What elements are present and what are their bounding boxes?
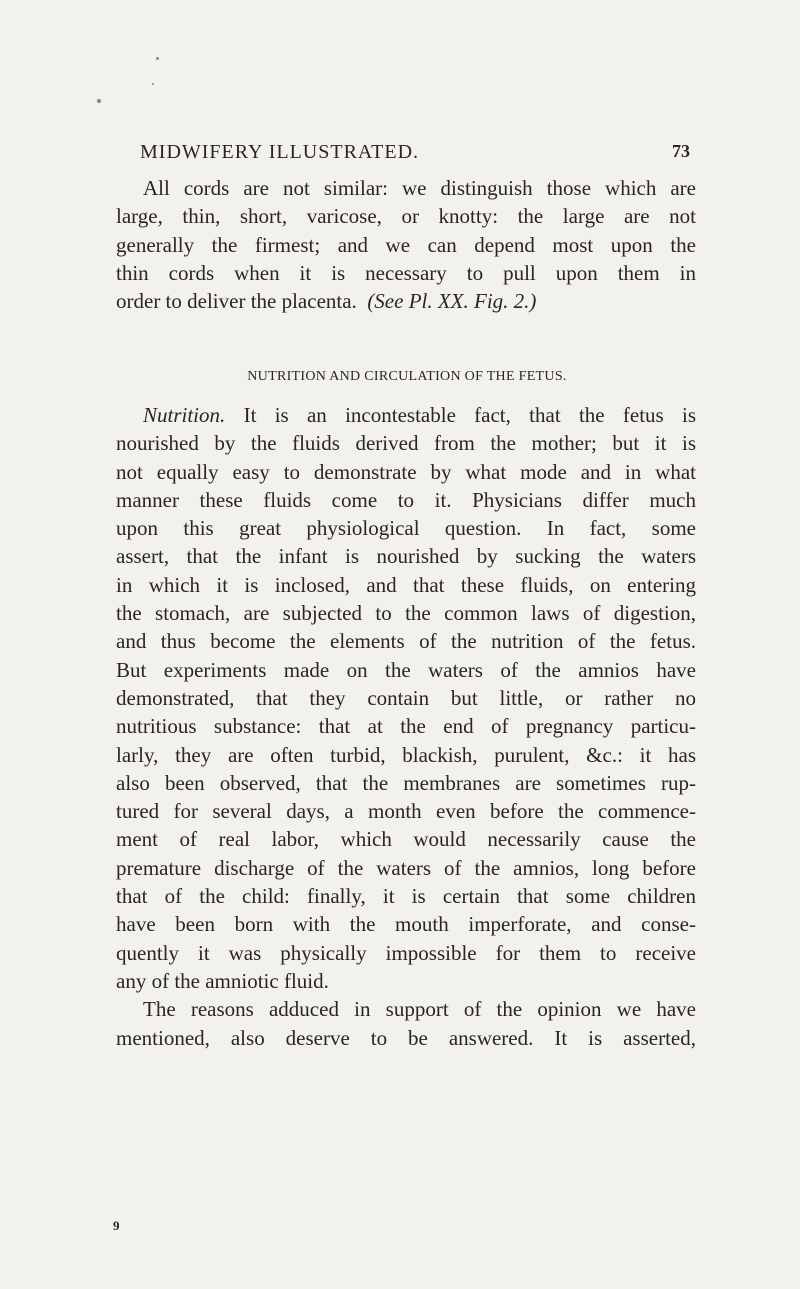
- text-line: and thus become the elements of the nutrition of the fetus.: [116, 629, 696, 654]
- paragraph-nutrition: [116, 401, 696, 1052]
- running-head: [112, 141, 690, 167]
- text-line: the stomach, are subjected to the common laws of digestion,: [116, 601, 696, 626]
- run-in-heading: Nutrition.: [143, 403, 226, 427]
- text-line: The reasons adduced in support of the opinion we have: [143, 997, 696, 1022]
- text-line: ment of real labor, which would necessarily cause the: [116, 827, 696, 852]
- text-line: nutritious substance: that at the end of pregnancy particu-: [116, 714, 696, 739]
- section-heading: NUTRITION AND CIRCULATION OF THE FETUS.: [247, 369, 567, 384]
- text-line: But experiments made on the waters of the amnios have: [116, 657, 696, 682]
- text-line: tured for several days, a month even before the commence-: [116, 799, 696, 824]
- paper-speck: [97, 99, 101, 103]
- text-line: All cords are not similar: we distinguish those which are: [143, 176, 696, 200]
- page-number: 73: [672, 141, 690, 161]
- text-line: have been born with the mouth imperforate, and conse-: [116, 912, 696, 937]
- text-line: demonstrated, that they contain but little, or rather no: [116, 685, 696, 710]
- text-line: upon this great physiological question. In fact, some: [116, 516, 696, 541]
- paragraph-cords: [116, 174, 696, 315]
- text-line: [116, 401, 696, 429]
- text-line: not equally easy to demonstrate by what mode and in what: [116, 459, 696, 484]
- text-line: assert, that the infant is nourished by sucking the waters: [116, 544, 696, 569]
- running-title: MIDWIFERY ILLUSTRATED.: [140, 141, 420, 163]
- text-line: premature discharge of the waters of the amnios, long before: [116, 855, 696, 880]
- text-line: quently it was physically impossible for them to receive: [116, 940, 696, 965]
- text-line: mentioned, also deserve to be answered. It is asserted,: [116, 1025, 696, 1050]
- text-line: generally the firmest; and we can depend most upon the: [116, 232, 696, 257]
- text-line: thin cords when it is necessary to pull upon them in: [116, 260, 696, 285]
- plate-reference: (See Pl. XX. Fig. 2.): [367, 289, 537, 314]
- text-segment: It is an incontestable fact, that the fetus is: [243, 403, 697, 427]
- text-line: that of the child: finally, it is certain that some children: [116, 884, 696, 909]
- text-line: any of the amniotic fluid.: [116, 968, 329, 993]
- text-line: in which it is inclosed, and that these fluids, on entering: [116, 572, 696, 597]
- text-segment: order to deliver the placenta.: [116, 289, 357, 314]
- paper-speck: [152, 83, 154, 85]
- text-line: also been observed, that the membranes are sometimes rup-: [116, 770, 696, 795]
- text-line: manner these fluids come to it. Physicians differ much: [116, 487, 696, 512]
- text-line: nourished by the fluids derived from the mother; but it is: [116, 431, 696, 456]
- text-line: large, thin, short, varicose, or knotty: the large are not: [116, 204, 696, 229]
- text-line: [116, 287, 696, 315]
- signature-mark: 9: [113, 1218, 120, 1233]
- paper-speck: [156, 57, 159, 60]
- text-line: larly, they are often turbid, blackish, purulent, &c.: it has: [116, 742, 696, 767]
